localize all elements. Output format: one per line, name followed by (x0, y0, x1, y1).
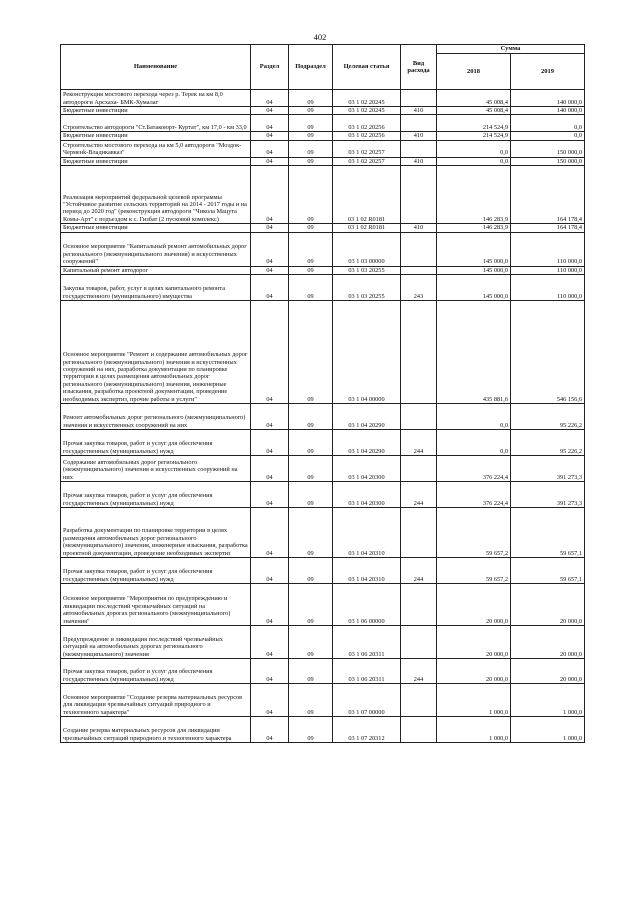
row-sum-2018: 145 000,0 (437, 275, 511, 301)
row-expense-type (401, 115, 437, 132)
row-sum-2019: 150 000,0 (511, 157, 585, 165)
row-subsection: 09 (289, 224, 333, 232)
table-row (61, 115, 585, 132)
table-row (61, 717, 585, 743)
row-target-article: 03 1 04 20290 (333, 430, 401, 456)
row-sum-2018: 20 000,0 (437, 626, 511, 659)
table-body (61, 90, 585, 743)
row-section: 04 (251, 659, 289, 684)
row-section: 04 (251, 275, 289, 301)
row-section: 04 (251, 626, 289, 659)
row-sum-2018: 146 283,9 (437, 224, 511, 232)
row-section: 04 (251, 584, 289, 626)
table-row (61, 684, 585, 717)
row-sum-2019: 546 156,6 (511, 301, 585, 404)
row-section: 04 (251, 508, 289, 558)
row-target-article: 03 1 06 20311 (333, 626, 401, 659)
row-target-article: 03 1 04 20300 (333, 482, 401, 508)
table-row (61, 301, 585, 404)
row-sum-2018: 1 000,0 (437, 684, 511, 717)
row-name: Бюджетные инвестиции (61, 157, 251, 165)
row-target-article: 03 1 07 20312 (333, 717, 401, 743)
row-name: Бюджетные инвестиции (61, 132, 251, 140)
table-row (61, 584, 585, 626)
table-row (61, 140, 585, 157)
row-sum-2018: 20 000,0 (437, 584, 511, 626)
row-name: Капитальный ремонт автодорог (61, 266, 251, 274)
row-name: Основное мероприятие "Капитальный ремонт автомобильных дорог регионального (межмуниципального значения) и искусственных сооружений" (61, 232, 251, 266)
row-sum-2018: 45 008,4 (437, 107, 511, 115)
row-subsection: 09 (289, 684, 333, 717)
row-section: 04 (251, 107, 289, 115)
row-sum-2018: 376 224,4 (437, 456, 511, 482)
row-expense-type (401, 166, 437, 224)
row-target-article: 03 1 02 20245 (333, 90, 401, 107)
row-sum-2019: 20 000,0 (511, 584, 585, 626)
row-sum-2018: 146 283,9 (437, 166, 511, 224)
row-sum-2018: 0,0 (437, 404, 511, 430)
row-target-article: 03 1 04 00000 (333, 301, 401, 404)
row-expense-type: 410 (401, 157, 437, 165)
page-number: 402 (313, 32, 327, 42)
row-section: 04 (251, 157, 289, 165)
row-sum-2018: 59 657,2 (437, 558, 511, 584)
row-expense-type (401, 717, 437, 743)
header-name: Наименование (61, 45, 251, 90)
table-row (61, 132, 585, 140)
row-target-article: 03 1 03 20255 (333, 266, 401, 274)
row-sum-2019: 1 000,0 (511, 717, 585, 743)
row-expense-type: 244 (401, 558, 437, 584)
table-row (61, 404, 585, 430)
row-subsection: 09 (289, 157, 333, 165)
row-target-article: 03 1 07 00000 (333, 684, 401, 717)
row-section: 04 (251, 232, 289, 266)
table-row (61, 482, 585, 508)
row-target-article: 03 1 02 20256 (333, 132, 401, 140)
row-section: 04 (251, 301, 289, 404)
row-target-article: 03 1 06 00000 (333, 584, 401, 626)
row-subsection: 09 (289, 430, 333, 456)
row-sum-2019: 20 000,0 (511, 659, 585, 684)
row-expense-type: 244 (401, 430, 437, 456)
row-sum-2018: 0,0 (437, 157, 511, 165)
row-subsection: 09 (289, 232, 333, 266)
row-name: Предупреждение и ликвидация последствий чрезвычайных ситуаций на автомобильных дорогах регионального (межмуниципального) значения (61, 626, 251, 659)
row-subsection: 09 (289, 166, 333, 224)
row-section: 04 (251, 224, 289, 232)
row-expense-type: 243 (401, 275, 437, 301)
row-sum-2018: 0,0 (437, 430, 511, 456)
row-name: Прочая закупка товаров, работ и услуг для обеспечения государственных (муниципальных) нужд (61, 482, 251, 508)
row-section: 04 (251, 140, 289, 157)
row-sum-2018: 0,0 (437, 140, 511, 157)
row-section: 04 (251, 132, 289, 140)
table-row (61, 232, 585, 266)
row-sum-2018: 435 881,6 (437, 301, 511, 404)
row-section: 04 (251, 456, 289, 482)
budget-table (60, 44, 585, 743)
row-name: Бюджетные инвестиции (61, 224, 251, 232)
row-section: 04 (251, 430, 289, 456)
row-name: Ремонт автомобильных дорог регионального (межмуниципального) значения и искусственных сооружений на них (61, 404, 251, 430)
row-target-article: 03 1 03 00000 (333, 232, 401, 266)
row-target-article: 03 1 02 20257 (333, 157, 401, 165)
row-sum-2019: 0,0 (511, 115, 585, 132)
row-sum-2019: 150 000,0 (511, 140, 585, 157)
row-section: 04 (251, 115, 289, 132)
row-subsection: 09 (289, 508, 333, 558)
table-header (61, 45, 585, 90)
table-row (61, 659, 585, 684)
row-name: Разработка документации по планировке территории в целях размещения автомобильных дорог регионального (межмуниципального) значения, инженерные изыскания, разработка проектной документации, проведение необходимых экспертиз (61, 508, 251, 558)
row-name: Прочая закупка товаров, работ и услуг для обеспечения государственных (муниципальных) нужд (61, 659, 251, 684)
table-row (61, 107, 585, 115)
row-sum-2019: 59 657,1 (511, 558, 585, 584)
row-expense-type: 244 (401, 659, 437, 684)
header-year-2019: 2019 (511, 54, 585, 90)
row-subsection: 09 (289, 90, 333, 107)
table-row (61, 626, 585, 659)
row-sum-2018: 20 000,0 (437, 659, 511, 684)
row-expense-type (401, 140, 437, 157)
row-expense-type: 410 (401, 132, 437, 140)
row-target-article: 03 1 04 20290 (333, 404, 401, 430)
row-subsection: 09 (289, 140, 333, 157)
row-name: Прочая закупка товаров, работ и услуг для обеспечения государственных (муниципальных) нужд (61, 558, 251, 584)
row-sum-2019: 95 226,2 (511, 404, 585, 430)
row-subsection: 09 (289, 275, 333, 301)
row-section: 04 (251, 166, 289, 224)
row-subsection: 09 (289, 584, 333, 626)
row-expense-type (401, 626, 437, 659)
row-name: Строительство автодороги "Ст.Батакоюрт- Куртат", км 17,0 - км 33,0 (61, 115, 251, 132)
row-expense-type (401, 301, 437, 404)
row-sum-2018: 45 008,4 (437, 90, 511, 107)
row-section: 04 (251, 684, 289, 717)
row-expense-type (401, 232, 437, 266)
row-name: Основное мероприятие "Мероприятия по предупреждению и ликвидации последствий чрезвычайных ситуаций на автомобильных дорогах регионального (межмуниципального) значения" (61, 584, 251, 626)
table-row (61, 430, 585, 456)
row-sum-2019: 110 000,0 (511, 232, 585, 266)
row-name: Реализация мероприятий федеральной целевой программы "Устойчивое развитие сельских территорий на 2014 - 2017 годы и на период до 2020 год" (реконструкция автодороги "Чикола Мацута Комы-Арт" с подъездом к с. Гизбат (2 пусковой комплекс) (61, 166, 251, 224)
row-expense-type: 410 (401, 107, 437, 115)
table-row (61, 224, 585, 232)
row-expense-type: 410 (401, 224, 437, 232)
row-name: Бюджетные инвестиции (61, 107, 251, 115)
row-sum-2018: 145 000,0 (437, 232, 511, 266)
row-target-article: 03 1 02 20256 (333, 115, 401, 132)
row-target-article: 03 1 04 20300 (333, 456, 401, 482)
row-section: 04 (251, 717, 289, 743)
row-sum-2019: 110 000,0 (511, 275, 585, 301)
row-sum-2018: 214 524,9 (437, 115, 511, 132)
row-sum-2018: 1 000,0 (437, 717, 511, 743)
row-expense-type (401, 266, 437, 274)
row-name: Закупка товаров, работ, услуг в целях капитального ремонта государственного (муниципального) имущества (61, 275, 251, 301)
row-subsection: 09 (289, 659, 333, 684)
row-sum-2018: 59 657,2 (437, 508, 511, 558)
row-sum-2018: 145 000,0 (437, 266, 511, 274)
row-expense-type (401, 684, 437, 717)
row-expense-type (401, 584, 437, 626)
row-sum-2019: 391 273,3 (511, 482, 585, 508)
table-row (61, 166, 585, 224)
row-sum-2019: 391 273,3 (511, 456, 585, 482)
header-target-article: Целевая статья (333, 45, 401, 90)
row-target-article: 03 1 02 R0181 (333, 224, 401, 232)
row-name: Прочая закупка товаров, работ и услуг для обеспечения государственных (муниципальных) нужд (61, 430, 251, 456)
row-name: Строительство мостового перехода на км 5,0 автодороги "Моздок-Черменk-Владикавказ" (61, 140, 251, 157)
row-target-article: 03 1 04 20310 (333, 558, 401, 584)
row-sum-2019: 164 178,4 (511, 224, 585, 232)
row-expense-type (401, 90, 437, 107)
row-section: 04 (251, 482, 289, 508)
row-section: 04 (251, 90, 289, 107)
row-target-article: 03 1 02 20245 (333, 107, 401, 115)
row-name: Основное мероприятие "Создание резерва материальных ресурсов для ликвидации чрезвычайных ситуаций природного и техногенного характера" (61, 684, 251, 717)
row-expense-type: 244 (401, 482, 437, 508)
row-name: Создание резерва материальных ресурсов для ликвидации чрезвычайных ситуаций природного и техногенного характера (61, 717, 251, 743)
table-row (61, 456, 585, 482)
row-name: Содержание автомобильных дорог регионального (межмуниципального) значения и искусственных сооружений на них (61, 456, 251, 482)
row-subsection: 09 (289, 482, 333, 508)
table-row (61, 275, 585, 301)
row-sum-2018: 376 224,4 (437, 482, 511, 508)
row-section: 04 (251, 266, 289, 274)
row-section: 04 (251, 404, 289, 430)
row-expense-type (401, 508, 437, 558)
table-row (61, 508, 585, 558)
row-subsection: 09 (289, 301, 333, 404)
row-name: Реконструкция мостового перехода через р. Терек на км 8,0 автодороги Арсхаха- БМК-Хумалаг (61, 90, 251, 107)
row-sum-2019: 140 000,0 (511, 90, 585, 107)
table-row (61, 90, 585, 107)
header-subsection: Подраздел (289, 45, 333, 90)
row-sum-2018: 214 524,9 (437, 132, 511, 140)
row-subsection: 09 (289, 132, 333, 140)
header-sum: Сумма (437, 45, 585, 54)
row-subsection: 09 (289, 107, 333, 115)
row-sum-2019: 95 226,2 (511, 430, 585, 456)
row-section: 04 (251, 558, 289, 584)
table-row (61, 266, 585, 274)
header-section: Раздел (251, 45, 289, 90)
row-subsection: 09 (289, 717, 333, 743)
row-sum-2019: 1 000,0 (511, 684, 585, 717)
header-year-2018: 2018 (437, 54, 511, 90)
table-row (61, 558, 585, 584)
row-target-article: 03 1 02 R0181 (333, 166, 401, 224)
row-target-article: 03 1 03 20255 (333, 275, 401, 301)
row-subsection: 09 (289, 626, 333, 659)
header-expense-type: Вид расхода (401, 45, 437, 90)
row-subsection: 09 (289, 266, 333, 274)
row-target-article: 03 1 02 20257 (333, 140, 401, 157)
table-row (61, 157, 585, 165)
row-sum-2019: 110 000,0 (511, 266, 585, 274)
row-subsection: 09 (289, 456, 333, 482)
row-sum-2019: 164 178,4 (511, 166, 585, 224)
row-expense-type (401, 404, 437, 430)
row-sum-2019: 20 000,0 (511, 626, 585, 659)
row-name: Основное мероприятие "Ремонт и содержание автомобильных дорог регионального (межмуниципального) значения и искусственных сооружений на них, разработка документации по планировке территории в целях размещения автомобильных дорог регионального (межмуниципального) значения, инженерные изыскания, разработка проектной документации, проведение необходимых экспертиз, прочие работы и услуги" (61, 301, 251, 404)
row-subsection: 09 (289, 558, 333, 584)
row-target-article: 03 1 04 20310 (333, 508, 401, 558)
row-sum-2019: 59 657,1 (511, 508, 585, 558)
row-subsection: 09 (289, 404, 333, 430)
row-target-article: 03 1 06 20311 (333, 659, 401, 684)
row-sum-2019: 140 000,0 (511, 107, 585, 115)
row-expense-type (401, 456, 437, 482)
row-sum-2019: 0,0 (511, 132, 585, 140)
row-subsection: 09 (289, 115, 333, 132)
